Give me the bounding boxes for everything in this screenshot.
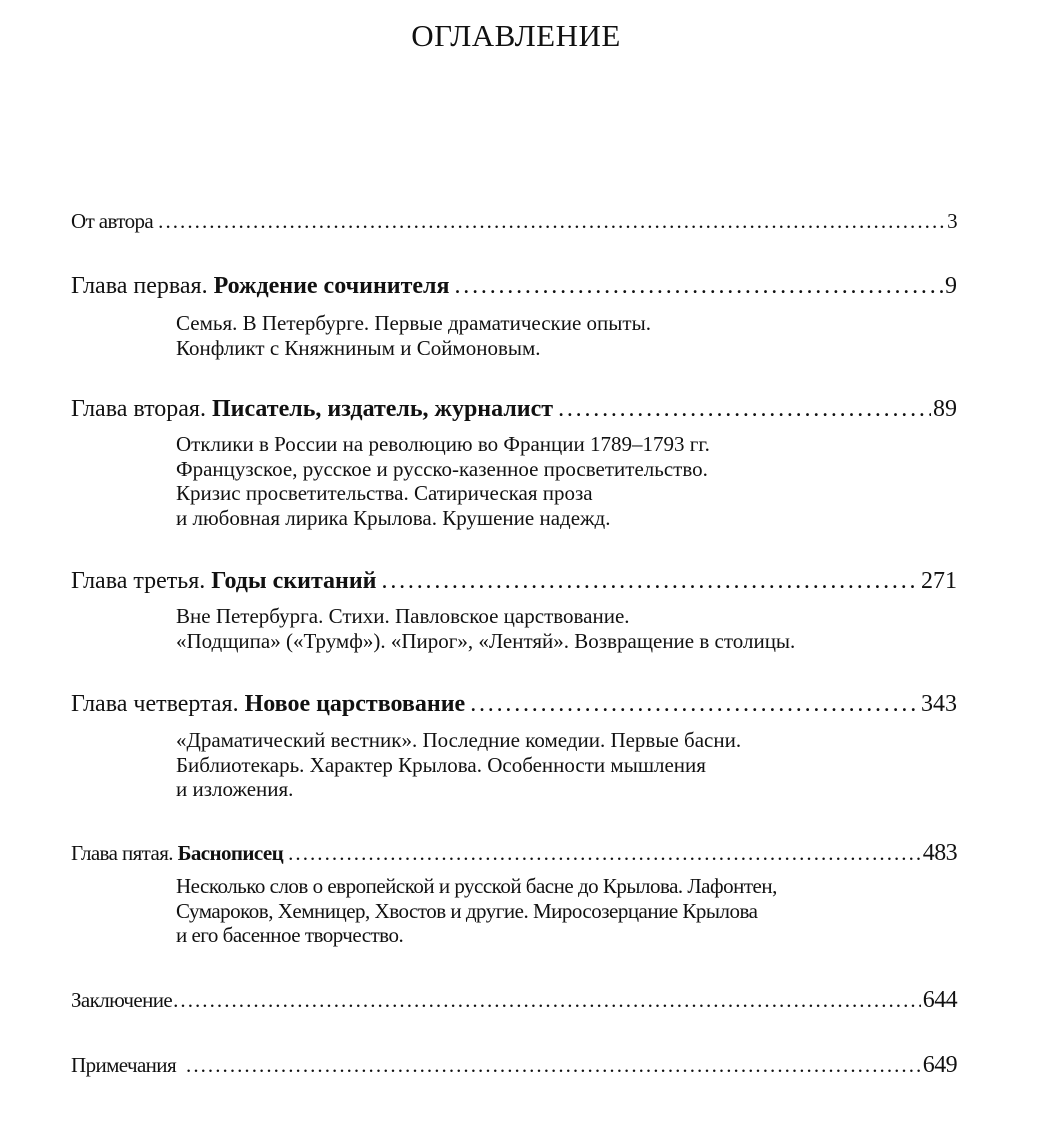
- dot-leader: [186, 1053, 921, 1078]
- chapter-label: Глава первая.: [71, 273, 214, 299]
- chapter-title: Новое царствование: [244, 691, 466, 717]
- page-number: 271: [921, 568, 957, 594]
- description-line: Кризис просветительства. Сатирическая проза: [176, 481, 593, 505]
- description-line: Библиотекарь. Характер Крылова. Особенности мышления: [176, 752, 706, 777]
- chapter-title: Баснописец: [177, 841, 284, 865]
- toc-entry-label: Заключение: [71, 988, 173, 1012]
- toc-entry-chapter-1[interactable]: [71, 273, 957, 300]
- page-number: 649: [922, 1052, 957, 1078]
- chapter-title: Годы скитаний: [211, 568, 377, 594]
- toc-entry-chapter-3[interactable]: [71, 568, 957, 595]
- chapter-3-description: [176, 604, 795, 653]
- chapter-5-description: [176, 874, 777, 948]
- dot-leader: [455, 273, 944, 300]
- toc-entry-label: От автора: [71, 209, 154, 233]
- chapter-4-description: [176, 728, 741, 802]
- chapter-label: Глава вторая.: [71, 396, 212, 422]
- toc-entry-conclusion[interactable]: [71, 987, 957, 1014]
- description-line: «Подщипа» («Трумф»). «Пирог», «Лентяй». Возвращение в столицы.: [176, 628, 796, 653]
- page-number: 644: [922, 987, 957, 1013]
- toc-entry-chapter-5[interactable]: [71, 840, 957, 867]
- chapter-title: Писатель, издатель, журналист: [211, 396, 554, 422]
- description-line: Вне Петербурга. Стихи. Павловское царствование.: [176, 604, 630, 628]
- description-line: Семья. В Петербурге. Первые драматические опыты.: [176, 311, 651, 335]
- toc-entry-preface[interactable]: [71, 209, 957, 234]
- dot-leader: [158, 209, 945, 234]
- chapter-1-description: [176, 311, 651, 360]
- page-title: ОГЛАВЛЕНИЕ: [411, 18, 621, 53]
- dot-leader: [470, 691, 919, 718]
- description-line: «Драматический вестник». Последние комедии. Первые басни.: [176, 728, 742, 752]
- chapter-label: Глава пятая.: [71, 841, 178, 865]
- page-number: 3: [947, 209, 957, 233]
- toc-entry-chapter-4[interactable]: [71, 691, 957, 718]
- dot-leader: [288, 841, 921, 866]
- toc-entry-chapter-2[interactable]: [71, 396, 957, 423]
- page-number: 343: [921, 691, 957, 717]
- dot-leader: [558, 396, 931, 423]
- description-line: и его басенное творчество.: [176, 923, 404, 947]
- chapter-2-description: [176, 432, 710, 530]
- toc-entry-notes[interactable]: [71, 1052, 957, 1079]
- dot-leader: [173, 988, 921, 1013]
- page-number: 9: [945, 273, 957, 299]
- description-line: Французское, русское и русско-казенное просветительство.: [176, 456, 708, 481]
- toc-entry-label: Примечания: [71, 1053, 177, 1077]
- page-number: 89: [933, 396, 957, 422]
- dot-leader: [382, 568, 919, 595]
- description-line: Несколько слов о европейской и русской басне до Крылова. Лафонтен,: [176, 874, 777, 898]
- page-number: 483: [922, 840, 957, 866]
- chapter-label: Глава четвертая.: [71, 691, 245, 717]
- chapter-label: Глава третья.: [71, 568, 212, 594]
- chapter-title: Рождение сочинителя: [213, 273, 450, 299]
- description-line: и изложения.: [176, 777, 294, 801]
- description-line: и любовная лирика Крылова. Крушение надежд.: [176, 505, 611, 530]
- description-line: Сумароков, Хемницер, Хвостов и другие. Миросозерцание Крылова: [176, 898, 758, 923]
- description-line: Конфликт с Княжниным и Соймоновым.: [176, 335, 541, 360]
- description-line: Отклики в России на революцию во Франции 1789–1793 гг.: [176, 432, 710, 456]
